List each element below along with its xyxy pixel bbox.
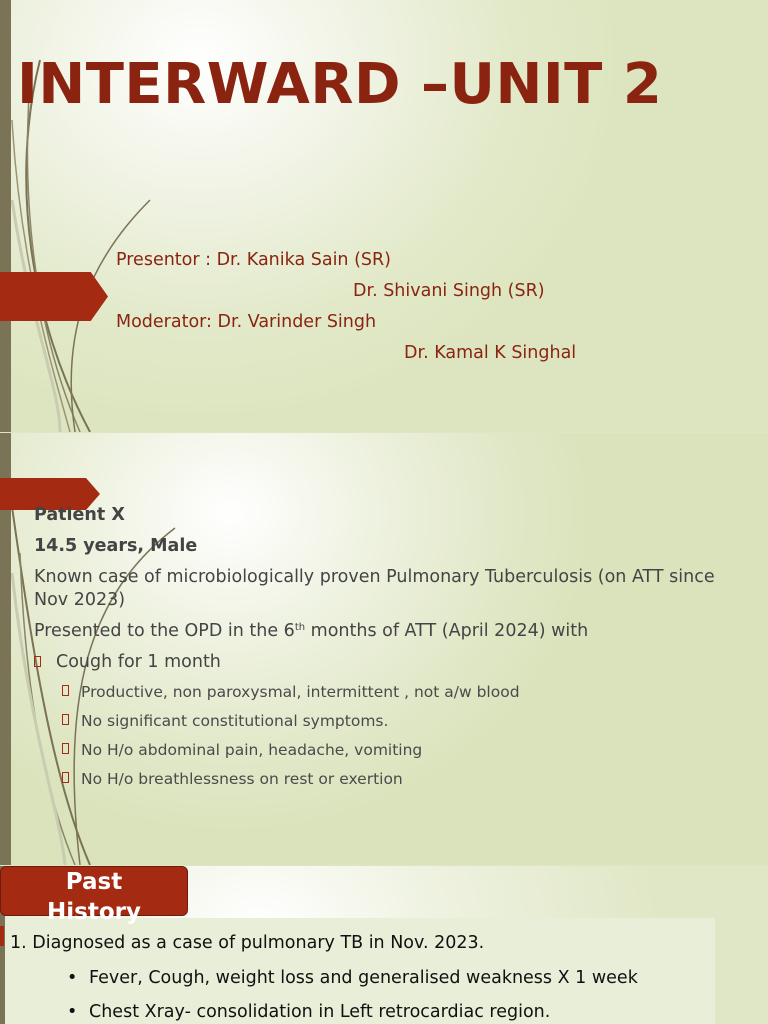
bullet-marker-icon <box>34 656 41 667</box>
history-sub-bullet <box>67 968 638 988</box>
sub-bullet-text: Productive, non paroxysmal, intermittent , not a/w blood <box>81 683 520 701</box>
sub-bullet <box>34 739 754 762</box>
title-slide <box>0 0 768 432</box>
known-case-text: Known case of microbiologically proven Pulmonary Tuberculosis (on ATT since Nov 2023) <box>34 567 715 610</box>
sub-bullet-text: No H/o abdominal pain, headache, vomiting <box>81 741 423 759</box>
tab-label-line-2: History <box>47 899 141 925</box>
complaint-bullet <box>34 651 754 674</box>
presentor-line: Presentor : Dr. Kanika Sain (SR) <box>116 250 392 270</box>
sub-bullet <box>34 710 754 733</box>
moderator-line: Moderator: Dr. Varinder Singh <box>116 312 377 332</box>
sub-bullet-text: No significant constitutional symptoms. <box>81 712 389 730</box>
sub-bullet <box>34 768 754 791</box>
patient-content <box>34 504 754 797</box>
history-sub-text: Fever, Cough, weight loss and generalised weakness X 1 week <box>89 968 638 988</box>
patient-age-sex: 14.5 years, Male <box>34 536 198 556</box>
presentation-text-sup: th <box>294 622 306 633</box>
past-history-slide <box>0 866 768 1024</box>
history-sub-bullet <box>67 1002 550 1022</box>
slide-title: INTERWARD –UNIT 2 <box>17 52 663 117</box>
history-item-1: 1. Diagnosed as a case of pulmonary TB in Nov. 2023. <box>10 933 485 953</box>
bullet-marker-icon <box>62 685 69 696</box>
presentation-text <box>34 620 754 643</box>
presentor-line-2: Dr. Shivani Singh (SR) <box>353 281 545 301</box>
moderator-line-2: Dr. Kamal K Singhal <box>404 343 577 363</box>
bullet-dot-icon: • <box>67 1002 78 1022</box>
bullet-marker-icon <box>62 772 69 783</box>
bullet-marker-icon <box>62 743 69 754</box>
complaint-text: Cough for 1 month <box>56 652 221 672</box>
history-sub-text: Chest Xray- consolidation in Left retrocardiac region. <box>89 1002 551 1022</box>
red-accent-mark <box>0 926 4 946</box>
patient-name: Patient X <box>34 505 125 525</box>
arrow-tab-decoration <box>0 272 108 321</box>
presentation-text-pre: Presented to the OPD in the 6 <box>34 621 295 641</box>
patient-slide <box>0 433 768 865</box>
bullet-dot-icon: • <box>67 968 78 988</box>
sub-bullet <box>34 681 754 704</box>
tab-label-line-1: Past <box>65 869 123 895</box>
bullet-marker-icon <box>62 714 69 725</box>
sub-bullet-text: No H/o breathlessness on rest or exertion <box>81 770 403 788</box>
left-accent-bar <box>0 0 11 432</box>
presentation-text-post: months of ATT (April 2024) with <box>305 621 589 641</box>
past-history-tab <box>0 866 188 925</box>
